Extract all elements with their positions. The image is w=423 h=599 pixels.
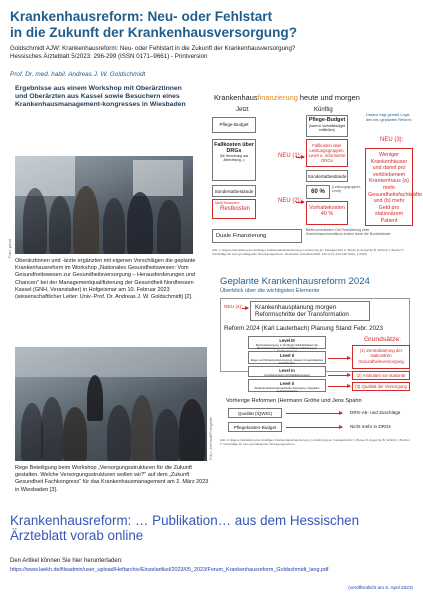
- box-qualitaet: Qualität (IQWIG): [228, 408, 282, 418]
- photo-1-credit: Foto: privat: [8, 239, 12, 258]
- box-sondertatbestaende-future: Sondertatbestände: [306, 170, 348, 182]
- photo-2-caption: Rege Beteiligung beim Workshop „Versorgungsstrukturen für die Zukunft gestalten. Welche Versorgungsstrukturen wollen wir?" auf dem „Zukunft Gesundheit Fachkongress" für das Krankenhausmanagement am 2. März 2023 in Wiesbaden [3].: [15, 465, 209, 493]
- diagram-1-caption: Abb. 1: Eigene Darstellung der künftigen Krankenhausfinanzierung in Anlehnung an: Karagiannidis C, Busse R, Augurzky B, Schmitt J, Bucher T. Vorschläge für eine grundlegende Versorgungsreform. Deutsches Ärzteblatt 2023: 120 (1-2): A12-A18 (KHA_1 2023): [212, 248, 405, 256]
- box-pflegekosten: Pflegekosten-Budget: [228, 422, 282, 432]
- box-sixty-percent: 60 %: [306, 185, 330, 199]
- box-restkosten: Nicht finanziert: Restkosten: [212, 199, 256, 219]
- arrow-neu-1: [296, 157, 304, 158]
- box-level-2: Level II Regel- und Schwerpunktversorgung, Häuser mit spezialisierten Einrichtungen: [248, 351, 326, 364]
- box-level-3: Level III Maximalversorgung, in der Regel Uniklinik/Häuser der Maximalversorgung mit unmittelbarer Anbindung zur: [248, 336, 326, 349]
- title-line-1: Krankenhausreform: Neu- oder Fehlstart: [10, 9, 273, 24]
- workshop-photo-1: [15, 156, 193, 254]
- box-level-1n: Level In Grundversorgung mit Notfallversorgung: [248, 366, 326, 377]
- box-pflege-budget-future: Pflege-Budget (kann in Vorhaltebudget einfließen): [306, 115, 348, 137]
- section-2-title: Geplante Krankenhausreform 2024: [220, 276, 370, 287]
- box-fallkosten: Fallkosten über DRGs (für Verordnung aus Abrechnung...): [212, 139, 256, 181]
- col-future-label: Künftig: [314, 107, 333, 113]
- download-text: Den Artikel können Sie hier herunterladen:: [10, 558, 123, 564]
- workshop-photo-2: [15, 347, 207, 461]
- citation-line-1: Goldschmidt AJW: Krankenhausreform: Neu- oder Fehlstart in die Zukunft der Krankenhausversorgung?: [10, 45, 296, 52]
- arrow-g1: [328, 358, 350, 359]
- reform-2024-section: [210, 272, 414, 506]
- authors: Prof. Dr. med. habil. Andreas J. W. Goldschmidt: [10, 71, 146, 78]
- arrow-qualitaet: [286, 413, 342, 414]
- box-duale-finanzierung: Duale Finanzierung: [212, 229, 302, 243]
- neu-2-label: NEU (2):: [278, 198, 302, 204]
- footer-title: Krankenhausreform: … Publikation… aus dem Hessischen Ärzteblatt vorab online: [10, 513, 360, 543]
- box-pflege-budget: Pflege-Budget: [212, 117, 256, 133]
- arrow-pflegekosten: [286, 427, 342, 428]
- arrow-neu-2: [296, 202, 304, 203]
- section-2-caption: Abb. 2: Eigene Darstellung der künftigen Krankenhausfinanzierung, in Anlehnung an: Karagiannidis C, Busse R, Augurzky B, Schmitt J, Bucher T. Vorschläge für eine grundlegende Versorgungsreform.: [220, 438, 410, 446]
- sixty-note: (Leistungsgruppen, Level): [332, 185, 362, 193]
- duale-note: Bleibt unverändert: Die Finanzierung einer Krankenhausinvestitions-kosten durch die Bundesländer: [306, 228, 391, 236]
- logic-note: Daraus folgt gemäß Logik des neu geplanten Reform:: [366, 113, 412, 122]
- citation-line-2: Hessisches Ärzteblatt 5/2023: 296-299 (ISSN 0171–9661) - Printversion: [10, 52, 208, 60]
- prior-reforms-title: Vorherige Reformen (Hermann Gröhe und Jens Spahn: [226, 398, 362, 404]
- section-2-subtitle: Überblick über die wichtigsten Elemente: [220, 288, 320, 294]
- neu-1-label: NEU (1):: [278, 153, 302, 159]
- col-now-label: Jetzt: [236, 107, 249, 113]
- drg-abz-label: DRG-Ab- und Zuschläge: [350, 410, 401, 415]
- publication-date: (veröffentlicht am 5. April 2023): [348, 585, 413, 590]
- arrow-g3: [328, 386, 350, 387]
- arrow-g2: [328, 375, 350, 376]
- title-line-2: in die Zukunft der Krankenhausversorgung?: [10, 25, 298, 40]
- citation: [10, 45, 410, 60]
- photo-2-credit: Foto: JoeHardt/Fotografie: [209, 416, 213, 460]
- page-title: [10, 9, 410, 41]
- box-grundsatz-3: (3) Qualität der Versorgung: [352, 382, 410, 391]
- neu-3-label: NEU (3):: [380, 137, 404, 143]
- arrow-neu-4: [242, 308, 248, 309]
- box-vorhaltekosten: Vorhaltekosten 40 %: [306, 201, 348, 225]
- financing-diagram: [210, 93, 422, 269]
- box-sondertatbestaende: Sondertatbestände: [212, 185, 256, 197]
- photo-1-caption: Oberärztinnen und -ärzte ergänzten mit eigenen Vorschlägen die geplante Krankenhausreform im Workshop „Nationales Gesundheitswesen: Vom Gesundheitswesen zur Gesundheitsversorgung – Herausforderungen und Chancen" bei der Managementqualifizierung der Gesundheit Nordhessen Kassel (GNH, Veranstalter) in Hofgeismar am 10. Februar 2023 (wissenschaftlicher Leiter: Univ.-Prof. Dr. Andreas J. W. Goldschmidt) [2].: [15, 258, 196, 301]
- box-grundsatz-2: (2) Ambulant vor stationär: [352, 371, 410, 380]
- box-grundsatz-1: (1) Zentralisierung der stationären Gesundheitsversorgung: [352, 345, 410, 369]
- intro-text: Ergebnisse aus einem Workshop mit Oberärztinnen und Oberärzten aus Kassel sowie Besuchern eines Krankenhausmanagement-kongresses in Wiesbaden: [15, 85, 186, 109]
- reform-line: Reform 2024 (Karl Lauterbach) Planung Stand Febr. 2023: [224, 325, 383, 332]
- box-level-1i: Level Ii Regional-sektorenübergreifende Versorgung, Integration ambulant/stationär: [248, 379, 326, 392]
- box-weniger-krankenhaeuser: Weniger Krankenhäuser und damit pro verbliebenem Krankenhaus (a) mehr Gesundheitsfachkräfte und (b) mehr Geld pro stationärem Patient: [365, 148, 413, 226]
- box-planning: Krankenhausplanung morgen Reformschritte der Transformation: [250, 301, 370, 321]
- nicht-mehr-label: Nicht mehr in DRGs: [350, 424, 391, 429]
- download-link[interactable]: https://www.laekh.de/fileadmin/user_upload/Heftarchiv/Einzelartikel/2023/05_2023/Forum_Krankenhausreform_Goldschmidt_lang.pdf: [10, 567, 329, 573]
- grundsaetze-label: Grundsätze:: [364, 336, 402, 343]
- neu-4-label: NEU (4):: [224, 305, 243, 310]
- box-fallkosten-future: Fallkosten über Leistungsgruppen, Level u. reformierte DRGs: [306, 139, 348, 167]
- diagram-1-title: Krankenhausfinanzierung heute und morgen: [214, 93, 360, 102]
